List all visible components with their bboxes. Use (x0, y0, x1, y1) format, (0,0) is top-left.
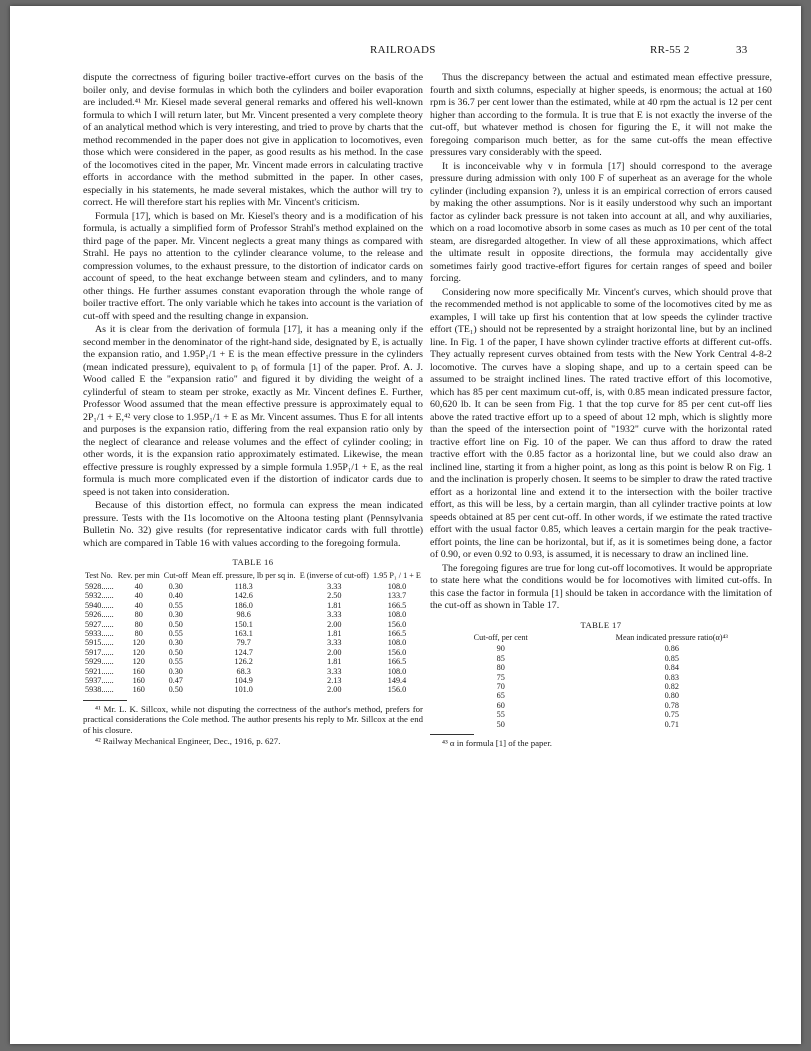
table-cell: 166.5 (387, 600, 407, 610)
table-cell: 80 (496, 663, 505, 673)
table-cell: 40 (134, 581, 143, 591)
table-header-row (83, 571, 423, 582)
column-header: Test No. (85, 570, 113, 580)
table-cell: 80 (134, 619, 143, 629)
running-head-title: RAILROADS (370, 44, 436, 56)
table-cell: 5921...... (85, 666, 114, 676)
table-cell: 160 (132, 675, 145, 685)
table-cell: 5927...... (85, 619, 114, 629)
table-cell: 186.0 (234, 600, 253, 610)
paragraph: It is inconceivable why v in formula [17] should correspond to the average pressure during admission with only 100 F of superheat as an average for the whole cylinder (including expansion ?), unless it is an empirical correction of errors caused by making the other assumptions. Nor is it easily understood why such an important factor as cylinder back pressure is not taken into account at all, and why auxiliaries, which on a road locomotive absorb in some cases as much as 10 per cent of the total steam, are disregarded altogether. In view of all these approximations, which affect the ultimate result in opposite directions, the formula may accidentally give sometimes fairly good tractive-effort figures for certain ranges of speed and boiler forcing. (430, 160, 772, 284)
table-cell: 0.47 (168, 675, 183, 685)
table-cell: 90 (496, 644, 505, 654)
column-header: Cut-off, per cent (473, 633, 528, 642)
table-cell: 5938...... (85, 685, 114, 695)
column-header: E (inverse of cut-off) (299, 570, 369, 580)
table-row (444, 644, 786, 653)
table-16-caption: TABLE 16 (232, 557, 274, 567)
table-cell: 0.86 (664, 644, 679, 654)
table-row (83, 648, 423, 657)
table-cell: 0.30 (168, 610, 183, 620)
table-cell: 0.55 (168, 628, 183, 638)
table-row (444, 682, 786, 691)
table-cell: 149.4 (387, 675, 407, 685)
table-cell: 0.82 (664, 682, 679, 692)
running-head-code: RR-55 2 (650, 44, 690, 56)
table-cell: 2.00 (327, 685, 342, 695)
table-cell: 0.80 (664, 691, 679, 701)
table-row (444, 654, 786, 663)
table-cell: 1.81 (327, 600, 342, 610)
table-cell: 1.81 (327, 628, 342, 638)
table-cell: 5932...... (85, 591, 114, 601)
table-cell: 2.13 (327, 675, 342, 685)
footnote-rule (83, 700, 127, 701)
table-cell: 5915...... (85, 638, 114, 648)
table-cell: 79.7 (236, 638, 251, 648)
table-cell: 0.55 (168, 657, 183, 667)
table-cell: 68.3 (236, 666, 251, 676)
table-row (83, 620, 423, 629)
table-cell: 0.84 (664, 663, 679, 673)
table-cell: 0.85 (664, 653, 679, 663)
table-cell: 3.33 (327, 666, 342, 676)
column-header: Mean eff. pressure, lb per sq in. (191, 570, 296, 580)
table-cell: 142.6 (234, 591, 253, 601)
table-cell: 104.9 (234, 675, 253, 685)
table-cell: 120 (132, 657, 145, 667)
table-cell: 3.33 (327, 610, 342, 620)
table-cell: 1.81 (327, 657, 342, 667)
table-cell: 126.2 (234, 657, 253, 667)
table-row (444, 673, 786, 682)
table-cell: 108.0 (387, 610, 407, 620)
table-cell: 0.30 (168, 666, 183, 676)
footnote: ⁴³ α in formula [1] of the paper. (442, 738, 552, 749)
table-cell: 0.50 (168, 685, 183, 695)
table-cell: 0.50 (168, 619, 183, 629)
paragraph: Considering now more specifically Mr. Vincent's curves, which should prove that the recommended method is not applicable to some of the locomotives cited by me as examples, I will take up first his contention that at low speeds the cylinder tractive effort (TE₁) should not be represented by a straight horizontal line, but by an inclined line. In Fig. 1 of the paper, I have shown cylinder tractive efforts at different cut-offs. They actually represent curves obtained from tests with the New York Central 4-8-2 locomotive. The curves have a sloping shape, and up to a certain speed can be assumed to be straight inclined lines. The rated tractive effort of this locomotive, which has 85 per cent maximum cut-off, is, with 0.85 mean indicated pressure factor, 60,620 lb. It can be seen from Fig. 1 that the top curve for 85 per cent cut-off lies above the rated tractive effort up to a speed of about 12 mph, which is slightly more than the speed of the intersection point of "1932" curve with the horizontal rated tractive effort line on Fig. 10 of the paper. We can thus afford to draw the rated tractive effort with the 0.85 factor as a horizontal line, but we could also draw an inclined line, starting it from a higher point, as long as this point is below R on Fig. 1 and the inclination is properly chosen. It seems to be simpler to draw the rated tractive effort as a horizontal line and extend it to the intersection with the boiler tractive effort, as this will be less, by a certain margin, than all cylinder tractive points at low speeds obtained at 85 per cent cut-off. In other words, if we estimate the rated tractive effort with the usual factor 0.85, which leaves a certain margin for the peak tractive-effort points, the line can be horizontal, but if, as it is sometimes being done, a factor of 0.90, or even 0.92 to 0.93, is assumed, it is necessary to draw an inclined line. (430, 286, 772, 560)
paragraph: As it is clear from the derivation of formula [17], it has a meaning only if the second member in the denominator of the right-hand side, designated by E, is actually the expansion ratio, and 1.95P₁/1 + E is the mean effective pressure in the cylinders (mean indicated pressure), equivalent to pᵢ of formula [1] of the paper. Prof. A. J. Wood called E the "expansion ratio" and figured it by dividing the weight of a cylinderful of steam to steam per stroke, exactly as Mr. Vincent defines E. Further, Professor Wood assumed that the mean effective pressure is approximately equal to 2P₁/1 + E,⁴² very close to 1.95P₁/1 + E as Mr. Vincent assumes. Thus E for all intents and purposes is the expansion ratio, differing from the real expansion ratio only by the neglect of clearance and release volumes and the effect of cylinder cooling; in other words, it is the expansion ratio approximately estimated. Likewise, the mean effective pressure is roughly expressed by a simple formula 1.95P₁/1 + E, as the real formula is much more complicated even if the distortion of indicator cards due to speed is not taken into consideration. (83, 324, 423, 498)
table-17 (444, 633, 786, 729)
table-row (444, 710, 786, 719)
table-cell: 70 (496, 682, 505, 692)
table-row (83, 638, 423, 647)
table-cell: 75 (496, 672, 505, 682)
table-cell: 0.30 (168, 581, 183, 591)
table-cell: 2.00 (327, 619, 342, 629)
table-cell: 5937...... (85, 675, 114, 685)
table-cell: 133.7 (387, 591, 407, 601)
table-cell: 5940...... (85, 600, 114, 610)
table-cell: 124.7 (234, 647, 253, 657)
table-cell: 120 (132, 638, 145, 648)
footnote: ⁴¹ Mr. L. K. Sillcox, while not disputing the correctness of the author's method, prefers for practical considerations the Cole method. The author presents his reply to Mr. Sillcox at the end of his closure. (83, 703, 423, 735)
table-cell: 5926...... (85, 610, 114, 620)
table-cell: 0.75 (664, 710, 679, 720)
table-row (83, 629, 423, 638)
table-cell: 160 (132, 666, 145, 676)
page-number: 33 (736, 44, 748, 56)
table-row (83, 685, 423, 694)
table-cell: 98.6 (236, 610, 251, 620)
table-row (83, 601, 423, 610)
table-cell: 2.00 (327, 647, 342, 657)
document-page (10, 6, 801, 1044)
table-cell: 5917...... (85, 647, 114, 657)
table-row (83, 657, 423, 666)
table-cell: 0.78 (664, 700, 679, 710)
table-row (83, 610, 423, 619)
table-row (83, 582, 423, 591)
table-cell: 156.0 (387, 647, 407, 657)
table-cell: 40 (134, 600, 143, 610)
table-cell: 163.1 (234, 628, 253, 638)
right-column (430, 72, 772, 750)
table-row (83, 667, 423, 676)
table-cell: 156.0 (387, 685, 407, 695)
table-17-caption: TABLE 17 (580, 619, 622, 630)
column-header: Mean indicated pressure ratio(α)⁴³ (615, 633, 728, 642)
paragraph: Formula [17], which is based on Mr. Kiesel's theory and is a modification of his formula, is actually a simplified form of Professor Strahl's method explained on the third page of the paper. Mr. Vincent neglects a great many things as compared with Strahl. He pays no attention to the cylinder clearance volume, to the release and compression volumes, to the exhaust pressure, to the distortion of indicator cards on account of speed, to the heat exchange between steam and cylinders, and to many other things. He further assumes constant evaporation through the whole range of boiler tractive effort. The only variable which he takes into account is the variation of cut-off with speed and the resulting change in expansion. (83, 210, 423, 322)
table-16 (83, 571, 423, 695)
table-cell: 0.71 (664, 719, 679, 729)
column-header: 1.95 P₁ / 1 + E (372, 570, 421, 580)
table-cell: 0.30 (168, 638, 183, 648)
table-row (444, 663, 786, 672)
table-cell: 0.83 (664, 672, 679, 682)
table-16-body (83, 582, 423, 695)
paragraph: Because of this distortion effect, no formula can express the mean indicated pressure. Tests with the I1s locomotive on the Altoona testing plant (Pennsylvania Bulletin No. 32) give results (for representative indicator cards with full throttle) which are compared in Table 16 with values according to the foregoing formula. (83, 500, 423, 549)
table-cell: 80 (134, 610, 143, 620)
column-header: Rev. per min (117, 570, 160, 580)
table-cell: 85 (496, 653, 505, 663)
table-cell: 120 (132, 647, 145, 657)
footnote-rule (430, 734, 474, 735)
table-cell: 5933...... (85, 628, 114, 638)
table-cell: 156.0 (387, 619, 407, 629)
table-cell: 5928...... (85, 581, 114, 591)
table-cell: 108.0 (387, 666, 407, 676)
table-cell: 55 (496, 710, 505, 720)
table-cell: 0.40 (168, 591, 183, 601)
paragraph: dispute the correctness of figuring boiler tractive-effort curves on the basis of the boiler only, and devise formulas in which both the cylinders and boiler evaporation are included.⁴¹ Mr. Kiesel made several general remarks and offered his well-known formula to which I will return later, but Mr. Vincent presented a very complete theory of an analytical method which is very interesting, and tried to prove by charts that the method recommended in the paper does not give in application to locomotives, even those which were considered in the paper, as good results as his method. In the case of the locomotives cited in the paper, Mr. Vincent made errors in calculating tractive efforts in accordance with the method submitted in the paper. In other cases, especially in his statements, he made several mistakes, which the author will try to correct. He will therefore start his replies with Mr. Vincent's criticism. (83, 72, 423, 208)
left-column (83, 72, 423, 748)
table-row (83, 676, 423, 685)
table-cell: 40 (134, 591, 143, 601)
paragraph: The foregoing figures are true for long cut-off locomotives. It would be appropriate to state here what the conditions would be for locomotives with limited cut-offs. In this case the factor in formula [1] should be taken in accordance with the limitation of the cut-off as shown in Table 17. (430, 562, 772, 611)
column-header: Cut-off (163, 570, 188, 580)
table-cell: 118.3 (234, 581, 253, 591)
table-cell: 0.55 (168, 600, 183, 610)
table-cell: 2.50 (327, 591, 342, 601)
table-cell: 166.5 (387, 657, 407, 667)
table-cell: 108.0 (387, 581, 407, 591)
table-cell: 166.5 (387, 628, 407, 638)
table-cell: 80 (134, 628, 143, 638)
table-cell: 3.33 (327, 581, 342, 591)
table-cell: 101.0 (234, 685, 253, 695)
table-cell: 65 (496, 691, 505, 701)
table-cell: 3.33 (327, 638, 342, 648)
footnote: ⁴² Railway Mechanical Engineer, Dec., 1916, p. 627. (95, 736, 281, 747)
table-cell: 50 (496, 719, 505, 729)
table-cell: 0.50 (168, 647, 183, 657)
paragraph: Thus the discrepancy between the actual and estimated mean effective pressure, fourth and sixth columns, especially at higher speeds, is enormous; the actual at 160 rpm is 36.7 per cent lower than the estimated, while at 40 rpm the actual is 12 per cent higher than according to the formula. It is true that E is not exactly the inverse of the cut-off, but whatever method is chosen for figuring the E, it will not make the foregoing comparison much better, as for the same cut-offs the mean effective pressures vary considerably with the speed. (430, 72, 772, 158)
table-17-body (444, 644, 786, 729)
table-cell: 60 (496, 700, 505, 710)
table-cell: 5929...... (85, 657, 114, 667)
table-cell: 150.1 (234, 619, 253, 629)
table-row (444, 720, 786, 729)
table-row (444, 691, 786, 700)
table-cell: 108.0 (387, 638, 407, 648)
table-row (444, 701, 786, 710)
table-row (83, 591, 423, 600)
table-cell: 160 (132, 685, 145, 695)
table-header-row (444, 633, 786, 644)
